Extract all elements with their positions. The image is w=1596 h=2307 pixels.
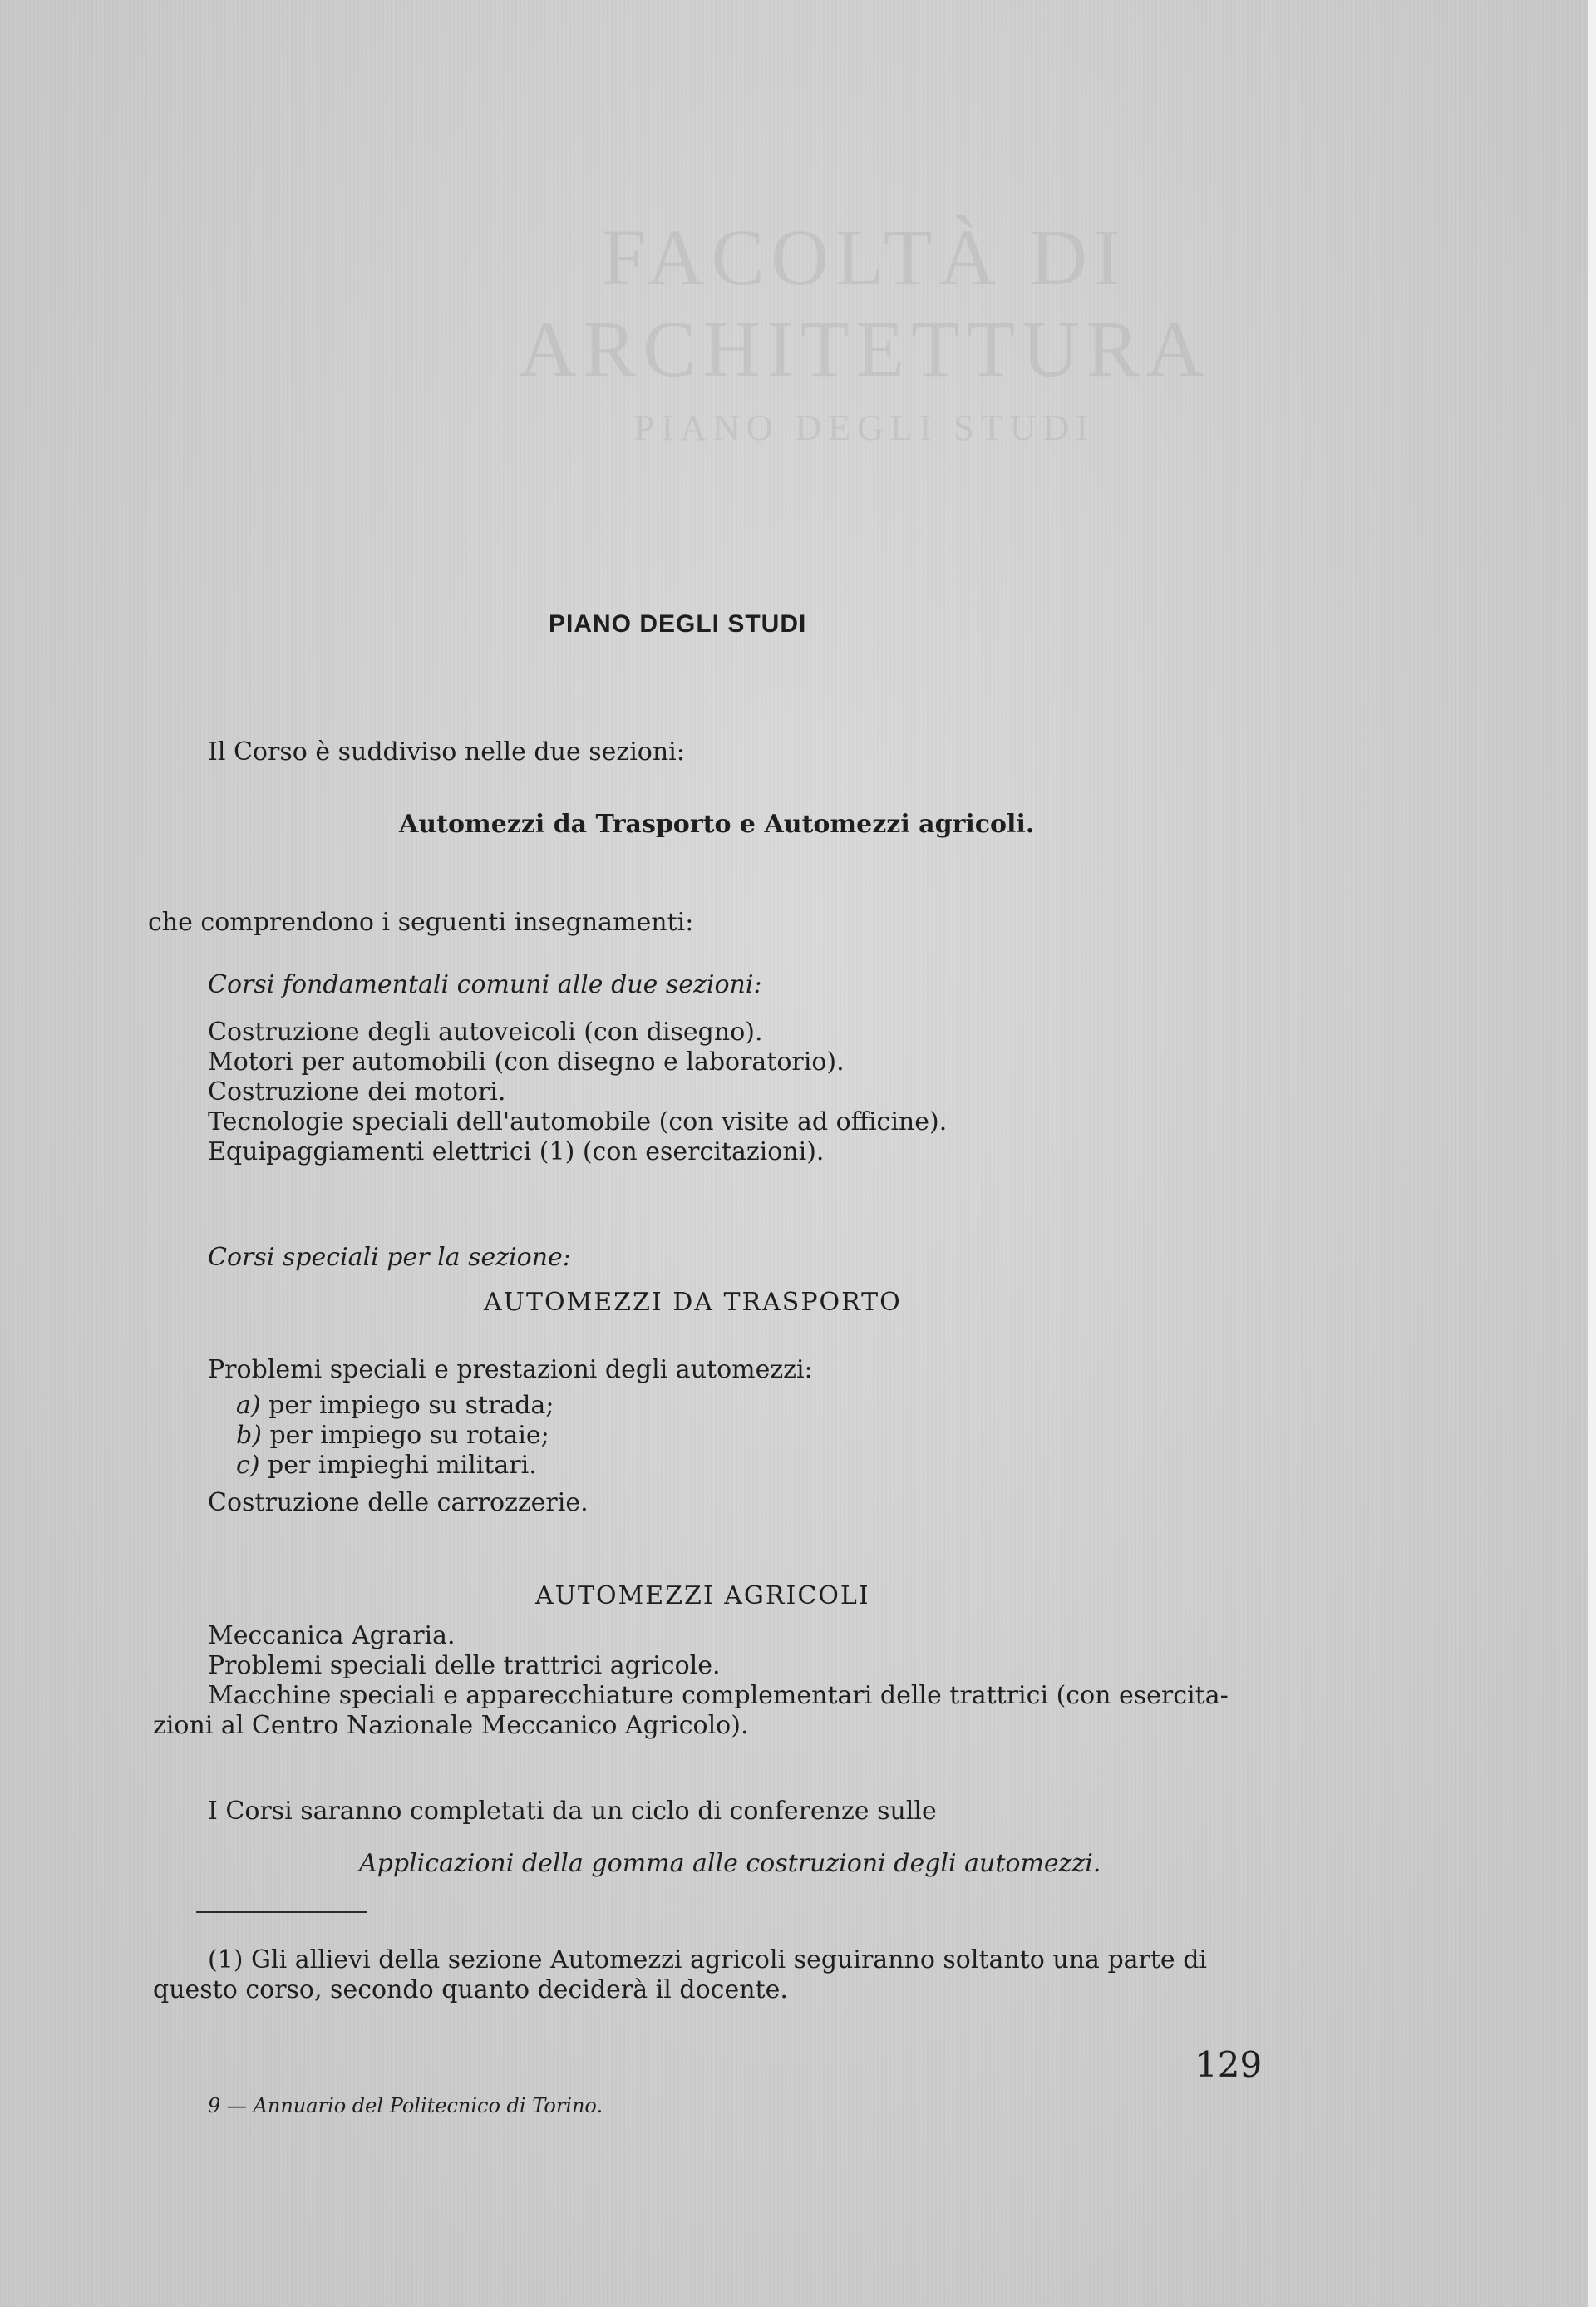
machines-line-continued: zioni al Centro Nazionale Meccanico Agricolo).: [153, 1711, 749, 1740]
agricultural-course-list: [208, 1621, 721, 1681]
footnote-rule: [196, 1911, 367, 1913]
show-through-heading: FACOLTÀ DI ARCHITETTURA: [519, 213, 1210, 393]
list-item: Tecnologie speciali dell'automobile (con visite ad officine).: [208, 1107, 948, 1136]
page-title: PIANO DEGLI STUDI: [549, 610, 807, 638]
page-footer: 9 — Annuario del Politecnico di Torino.: [208, 2094, 603, 2117]
transport-problems: Problemi speciali e prestazioni degli automezzi:: [208, 1355, 813, 1384]
item-text: per impiego su rotaie;: [261, 1421, 549, 1450]
footnote-continued: questo corso, secondo quanto deciderà il docente.: [153, 1975, 788, 2004]
transport-section-title: AUTOMEZZI DA TRASPORTO: [484, 1288, 902, 1317]
page-number: 129: [1195, 2044, 1263, 2085]
fundamental-course-list: [208, 1018, 947, 1167]
show-through-subheading: PIANO DEGLI STUDI: [634, 407, 1095, 448]
bodywork-line: Costruzione delle carrozzerie.: [208, 1488, 589, 1517]
footnote: (1) Gli allievi della sezione Automezzi agricoli seguiranno soltanto una parte di: [208, 1945, 1208, 1974]
item-letter: b): [236, 1421, 262, 1450]
page-edge: [1588, 0, 1596, 2307]
agricultural-section-title: AUTOMEZZI AGRICOLI: [535, 1581, 870, 1610]
list-item: Problemi speciali delle trattrici agricole.: [208, 1651, 721, 1680]
list-item: Motori per automobili (con disegno e laboratorio).: [208, 1048, 845, 1077]
item-text: per impiego su strada;: [260, 1391, 554, 1420]
fundamental-heading: Corsi fondamentali comuni alle due sezioni:: [208, 970, 762, 999]
list-item: Costruzione degli autoveicoli (con disegno).: [208, 1018, 763, 1047]
list-item: [236, 1421, 554, 1451]
list-item: Costruzione dei motori.: [208, 1077, 506, 1107]
list-item: [236, 1391, 554, 1421]
item-text: per impieghi militari.: [259, 1451, 537, 1480]
sections-line: Automezzi da Trasporto e Automezzi agricoli.: [399, 810, 1035, 839]
lead-paragraph: che comprendono i seguenti insegnamenti:: [148, 908, 694, 937]
item-letter: c): [236, 1451, 260, 1480]
transport-sub-list: [236, 1391, 554, 1481]
conferences-intro: I Corsi saranno completati da un ciclo di conferenze sulle: [208, 1797, 937, 1826]
special-heading: Corsi speciali per la sezione:: [208, 1243, 571, 1272]
list-item: Meccanica Agraria.: [208, 1621, 456, 1650]
conferences-topic: Applicazioni della gomma alle costruzioni degli automezzi.: [359, 1849, 1101, 1878]
item-letter: a): [236, 1391, 261, 1420]
intro-paragraph: Il Corso è suddiviso nelle due sezioni:: [208, 737, 685, 767]
list-item: Equipaggiamenti elettrici (1) (con esercitazioni).: [208, 1137, 825, 1166]
machines-line: Macchine speciali e apparecchiature complementari delle trattrici (con esercita-: [208, 1681, 1229, 1710]
list-item: [236, 1451, 554, 1481]
